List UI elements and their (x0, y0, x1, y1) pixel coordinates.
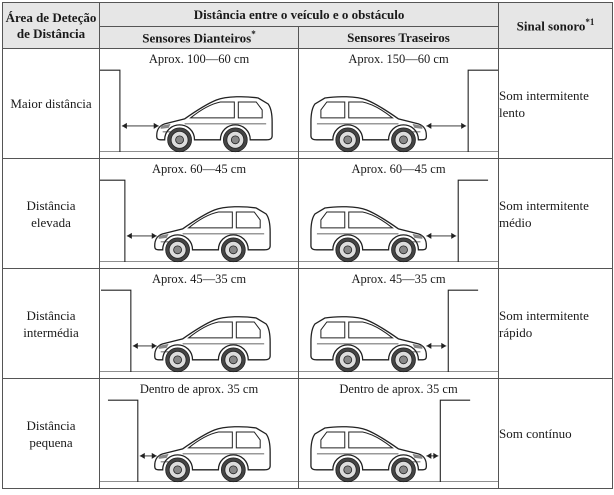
beep-signal-line1: Som intermitente (499, 197, 589, 213)
rear-distance-label: Aprox. 150—60 cm (348, 52, 449, 66)
rear-car-illustration (299, 379, 498, 488)
front-sensor-cell (100, 159, 299, 269)
header-beep-signal-text: Sinal sonoro (516, 18, 586, 34)
detection-area-line1: Distância (26, 307, 76, 323)
detection-area-cell (3, 379, 100, 489)
header-distance-between-text: Distância entre o veículo e o obstáculo (193, 6, 405, 22)
header-distance-between (100, 3, 499, 27)
table-row (3, 49, 613, 159)
parking-sensor-table (2, 2, 613, 489)
header-front-sensors (100, 27, 299, 49)
rear-sensor-cell (299, 49, 499, 159)
detection-area-cell (3, 159, 100, 269)
rear-sensor-cell (299, 269, 499, 379)
header-front-sensors-text: Sensores Dianteiros (142, 30, 252, 46)
beep-signal-line2: médio (499, 214, 532, 230)
beep-signal-line1: Som intermitente (499, 87, 589, 103)
beep-signal-line1: Som contínuo (499, 426, 572, 441)
beep-signal-line2: rápido (499, 324, 533, 340)
detection-area-line1: Distância (26, 197, 76, 213)
header-rear-sensors (299, 27, 499, 49)
rear-distance-label: Dentro de aprox. 35 cm (339, 382, 458, 396)
detection-area-cell (3, 49, 100, 159)
table-row (3, 379, 613, 489)
table-row (3, 269, 613, 379)
beep-signal-cell (499, 159, 613, 269)
beep-signal-line1: Som intermitente (499, 307, 589, 323)
front-car-illustration (100, 159, 298, 268)
header-beep-signal-mark: *1 (585, 16, 595, 27)
detection-area-line2: intermédia (23, 324, 79, 340)
front-sensor-cell (100, 379, 299, 489)
rear-distance-label: Aprox. 45—35 cm (351, 272, 446, 286)
detection-area-cell (3, 269, 100, 379)
front-car-illustration (100, 49, 298, 158)
front-distance-label: Dentro de aprox. 35 cm (139, 382, 259, 396)
front-sensor-cell (100, 269, 299, 379)
header-beep-signal (499, 3, 613, 49)
header-detection-area-text: Área de Deteção de Distância (5, 9, 97, 41)
detection-area-line2: elevada (31, 214, 71, 230)
header-rear-sensors-text: Sensores Traseiros (347, 29, 450, 45)
front-distance-label: Aprox. 45—35 cm (151, 272, 247, 286)
table-row (3, 159, 613, 269)
front-sensor-cell (100, 49, 299, 159)
beep-signal-cell (499, 49, 613, 159)
rear-car-illustration (299, 49, 498, 158)
beep-signal-line2: lento (499, 104, 526, 120)
rear-car-illustration (299, 159, 498, 268)
beep-signal-cell (499, 269, 613, 379)
detection-area-line1: Distância (26, 417, 76, 433)
rear-sensor-cell (299, 159, 499, 269)
front-car-illustration (100, 379, 298, 488)
rear-distance-label: Aprox. 60—45 cm (351, 162, 446, 176)
header-front-sensors-mark: * (251, 28, 256, 39)
detection-area-line2: pequena (29, 434, 73, 450)
front-distance-label: Aprox. 100—60 cm (148, 52, 250, 66)
front-distance-label: Aprox. 60—45 cm (151, 162, 247, 176)
beep-signal-cell (499, 379, 613, 489)
rear-sensor-cell (299, 379, 499, 489)
front-car-illustration (100, 269, 298, 378)
detection-area-line1: Maior distância (10, 96, 92, 111)
header-detection-area (3, 3, 100, 49)
rear-car-illustration (299, 269, 498, 378)
